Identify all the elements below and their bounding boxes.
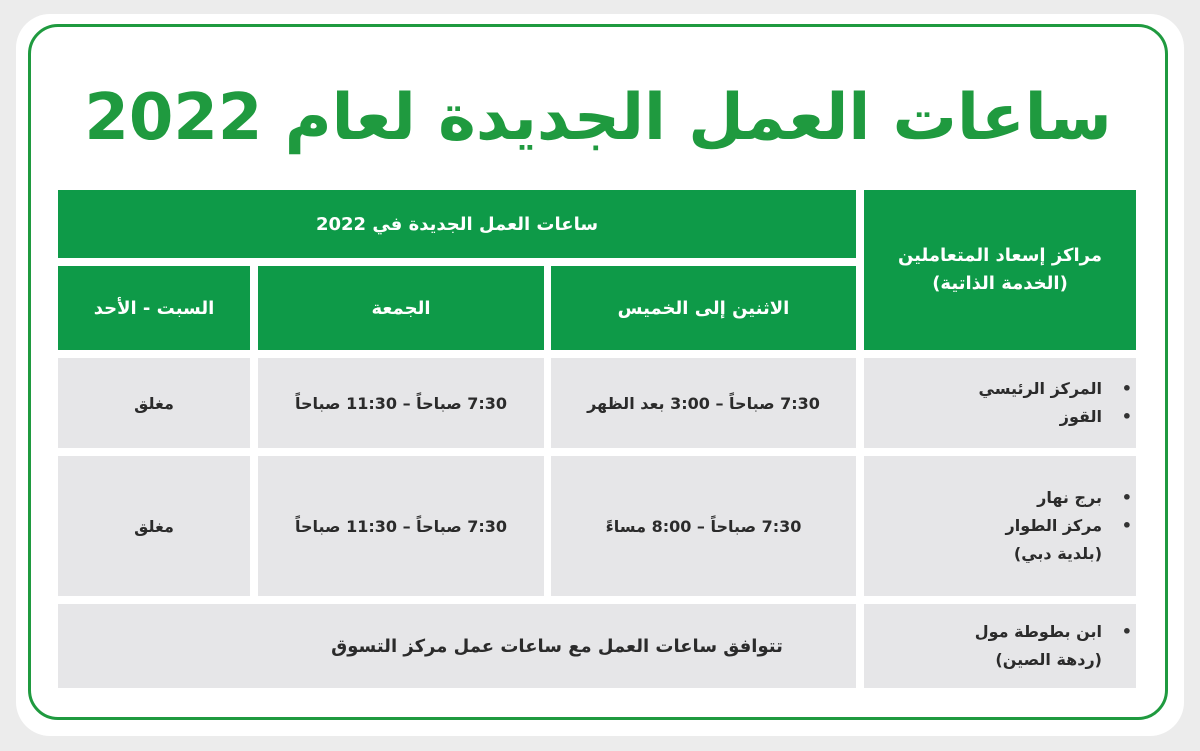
- table-row-1-sat-sun: مغلق: [58, 358, 250, 448]
- table-row-1-centers: [864, 358, 1136, 448]
- centers-header-line-2: (الخدمة الذاتية): [932, 273, 1068, 294]
- table-row-3-centers: [864, 604, 1136, 688]
- day-header-mon-thu: الاثنين إلى الخميس: [551, 266, 856, 350]
- day-header-sat-sun: السبت - الأحد: [58, 266, 250, 350]
- table-row-2-mon-thu: 7:30 صباحاً – 8:00 مساءً: [551, 456, 856, 596]
- table-row-2-sat-sun: مغلق: [58, 456, 250, 596]
- list-item-continuation: (بلدية دبي): [1013, 544, 1102, 563]
- list-item: • ابن بطوطة مول: [975, 619, 1102, 645]
- list-item-continuation: (ردهة الصين): [995, 650, 1102, 669]
- list-item: • مركز الطوار: [1006, 513, 1103, 539]
- hours-header: ساعات العمل الجديدة في 2022: [58, 190, 856, 258]
- table-row-1-fri: 7:30 صباحاً – 11:30 صباحاً: [258, 358, 544, 448]
- centers-header: [864, 190, 1136, 350]
- table-row-1-mon-thu: 7:30 صباحاً – 3:00 بعد الظهر: [551, 358, 856, 448]
- list-item: • القوز: [979, 404, 1102, 430]
- centers-header-line-1: مراكز إسعاد المتعاملين: [897, 245, 1103, 266]
- table-row-2-centers: [864, 456, 1136, 596]
- table-row-2-fri: 7:30 صباحاً – 11:30 صباحاً: [258, 456, 544, 596]
- table-row-3-note: تتوافق ساعات العمل مع ساعات عمل مركز التسوق: [58, 604, 856, 688]
- list-item: • المركز الرئيسي: [979, 376, 1102, 402]
- list-item: • برج نهار: [1006, 485, 1103, 511]
- day-header-fri: الجمعة: [258, 266, 544, 350]
- page-title: ساعات العمل الجديدة لعام 2022: [84, 81, 1112, 155]
